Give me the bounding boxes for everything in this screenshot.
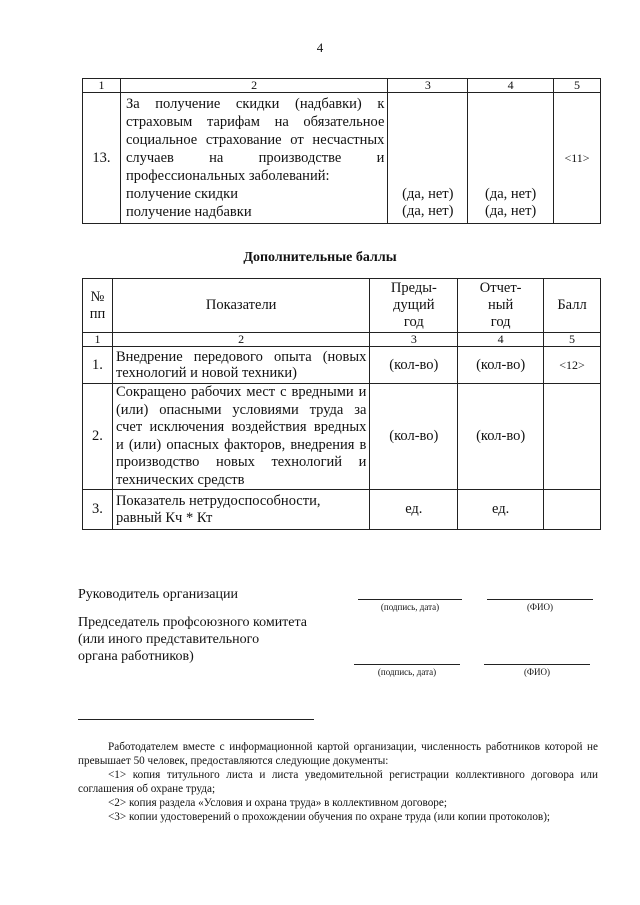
header-prev-year: дущий (393, 297, 435, 313)
ball-value: <12> (544, 347, 601, 384)
header-prev-year: Преды- (390, 280, 437, 296)
header-ball: Балл (544, 279, 601, 333)
col-number: 3 (370, 333, 458, 347)
table-column-numbers (83, 333, 601, 347)
fio-caption: (ФИО) (526, 602, 554, 612)
ball-value (544, 384, 601, 490)
prev-year-value: (кол-во) (370, 347, 458, 384)
footnote-3: <3> копии удостоверений о прохождении обучения по охране труда (или копии протоколов); (108, 811, 551, 823)
fio-line (484, 664, 590, 665)
ball-value (544, 490, 601, 530)
footnote-1: <1> копия титульного листа и листа уведомительной регистрации коллективного договора или соглашения об охране труда; (78, 769, 598, 795)
sign-date-caption: (подпись, дата) (377, 667, 437, 677)
prev-year-value: (кол-во) (370, 384, 458, 490)
chair-label: Председатель профсоюзного комитета (78, 615, 308, 630)
table-column-numbers (83, 79, 601, 93)
fio-line (487, 599, 593, 600)
row-number: 13. (83, 93, 121, 224)
page-number: 4 (316, 40, 324, 55)
head-label: Руководитель организации (78, 587, 238, 602)
col-number: 1 (83, 333, 113, 347)
sign-date-caption: (подпись, дата) (380, 602, 440, 612)
row-text: Внедрение передового опыта (новых технологий и новой техники) (112, 347, 369, 384)
chair-label: органа работников) (78, 649, 194, 664)
row-number: 2. (83, 384, 113, 490)
row-text: Сокращено рабочих мест с вредными и (или) опасными условиями труда за счет исключения воздействия вредных и (или) опасных факторов, внедрения в производство новых технологий и технических средств (112, 384, 369, 490)
col-number: 1 (83, 79, 121, 93)
col-number: 2 (120, 79, 387, 93)
table-header (83, 279, 601, 333)
chair-label: (или иного представительного (78, 632, 260, 647)
fio-caption: (ФИО) (523, 667, 551, 677)
row-number: 1. (83, 347, 113, 384)
footnote-separator (78, 719, 314, 720)
signature-line (358, 599, 462, 600)
signature-line (354, 664, 460, 665)
footnotes (78, 740, 598, 824)
report-year-value: (да, нет) (484, 186, 537, 202)
row-sub-discount: получение скидки (125, 186, 238, 202)
row-text: За получение скидки (надбавки) к страховым тарифам на обязательное социальное страхование от несчастных случаев на производстве и профессиональных заболеваний: (125, 96, 385, 184)
col-number: 2 (112, 333, 369, 347)
section-title: Дополнительные баллы (243, 250, 397, 265)
report-year-value: (кол-во) (458, 347, 544, 384)
header-num: пп (89, 305, 106, 322)
discount-table (82, 78, 601, 224)
header-num: № (90, 288, 105, 305)
table-row (83, 384, 601, 490)
col-number: 5 (544, 333, 601, 347)
footnote-2: <2> копия раздела «Условия и охрана труда» в коллективном договоре; (108, 797, 447, 809)
col-number: 5 (554, 79, 601, 93)
report-year-value: (кол-во) (458, 384, 544, 490)
header-report-year: ный (488, 297, 514, 313)
report-year-value: ед. (458, 490, 544, 530)
col-number: 4 (458, 333, 544, 347)
col-number: 4 (468, 79, 554, 93)
table-row (83, 93, 601, 224)
header-report-year: год (490, 314, 511, 330)
row-number: 3. (83, 490, 113, 530)
row-sub-surcharge: получение надбавки (125, 204, 252, 220)
prev-year-value: (да, нет) (402, 203, 454, 219)
row-text: Показатель нетрудоспособности, равный Кч * Кт (112, 490, 369, 530)
report-year-value: (да, нет) (484, 203, 537, 219)
header-prev-year: год (403, 314, 424, 330)
col-number: 3 (388, 79, 468, 93)
prev-year-value: (да, нет) (402, 186, 454, 202)
table-row (83, 490, 601, 530)
prev-year-value: ед. (370, 490, 458, 530)
header-report-year: Отчет- (479, 280, 522, 296)
header-indicators: Показатели (112, 279, 369, 333)
additional-points-table (82, 278, 601, 530)
footnote-intro: Работодателем вместе с информационной картой организации, численность работников которой не превышает 50 человек, предоставляются следующие документы: (78, 741, 598, 767)
ball-value: <11> (554, 93, 601, 224)
table-row (83, 347, 601, 384)
